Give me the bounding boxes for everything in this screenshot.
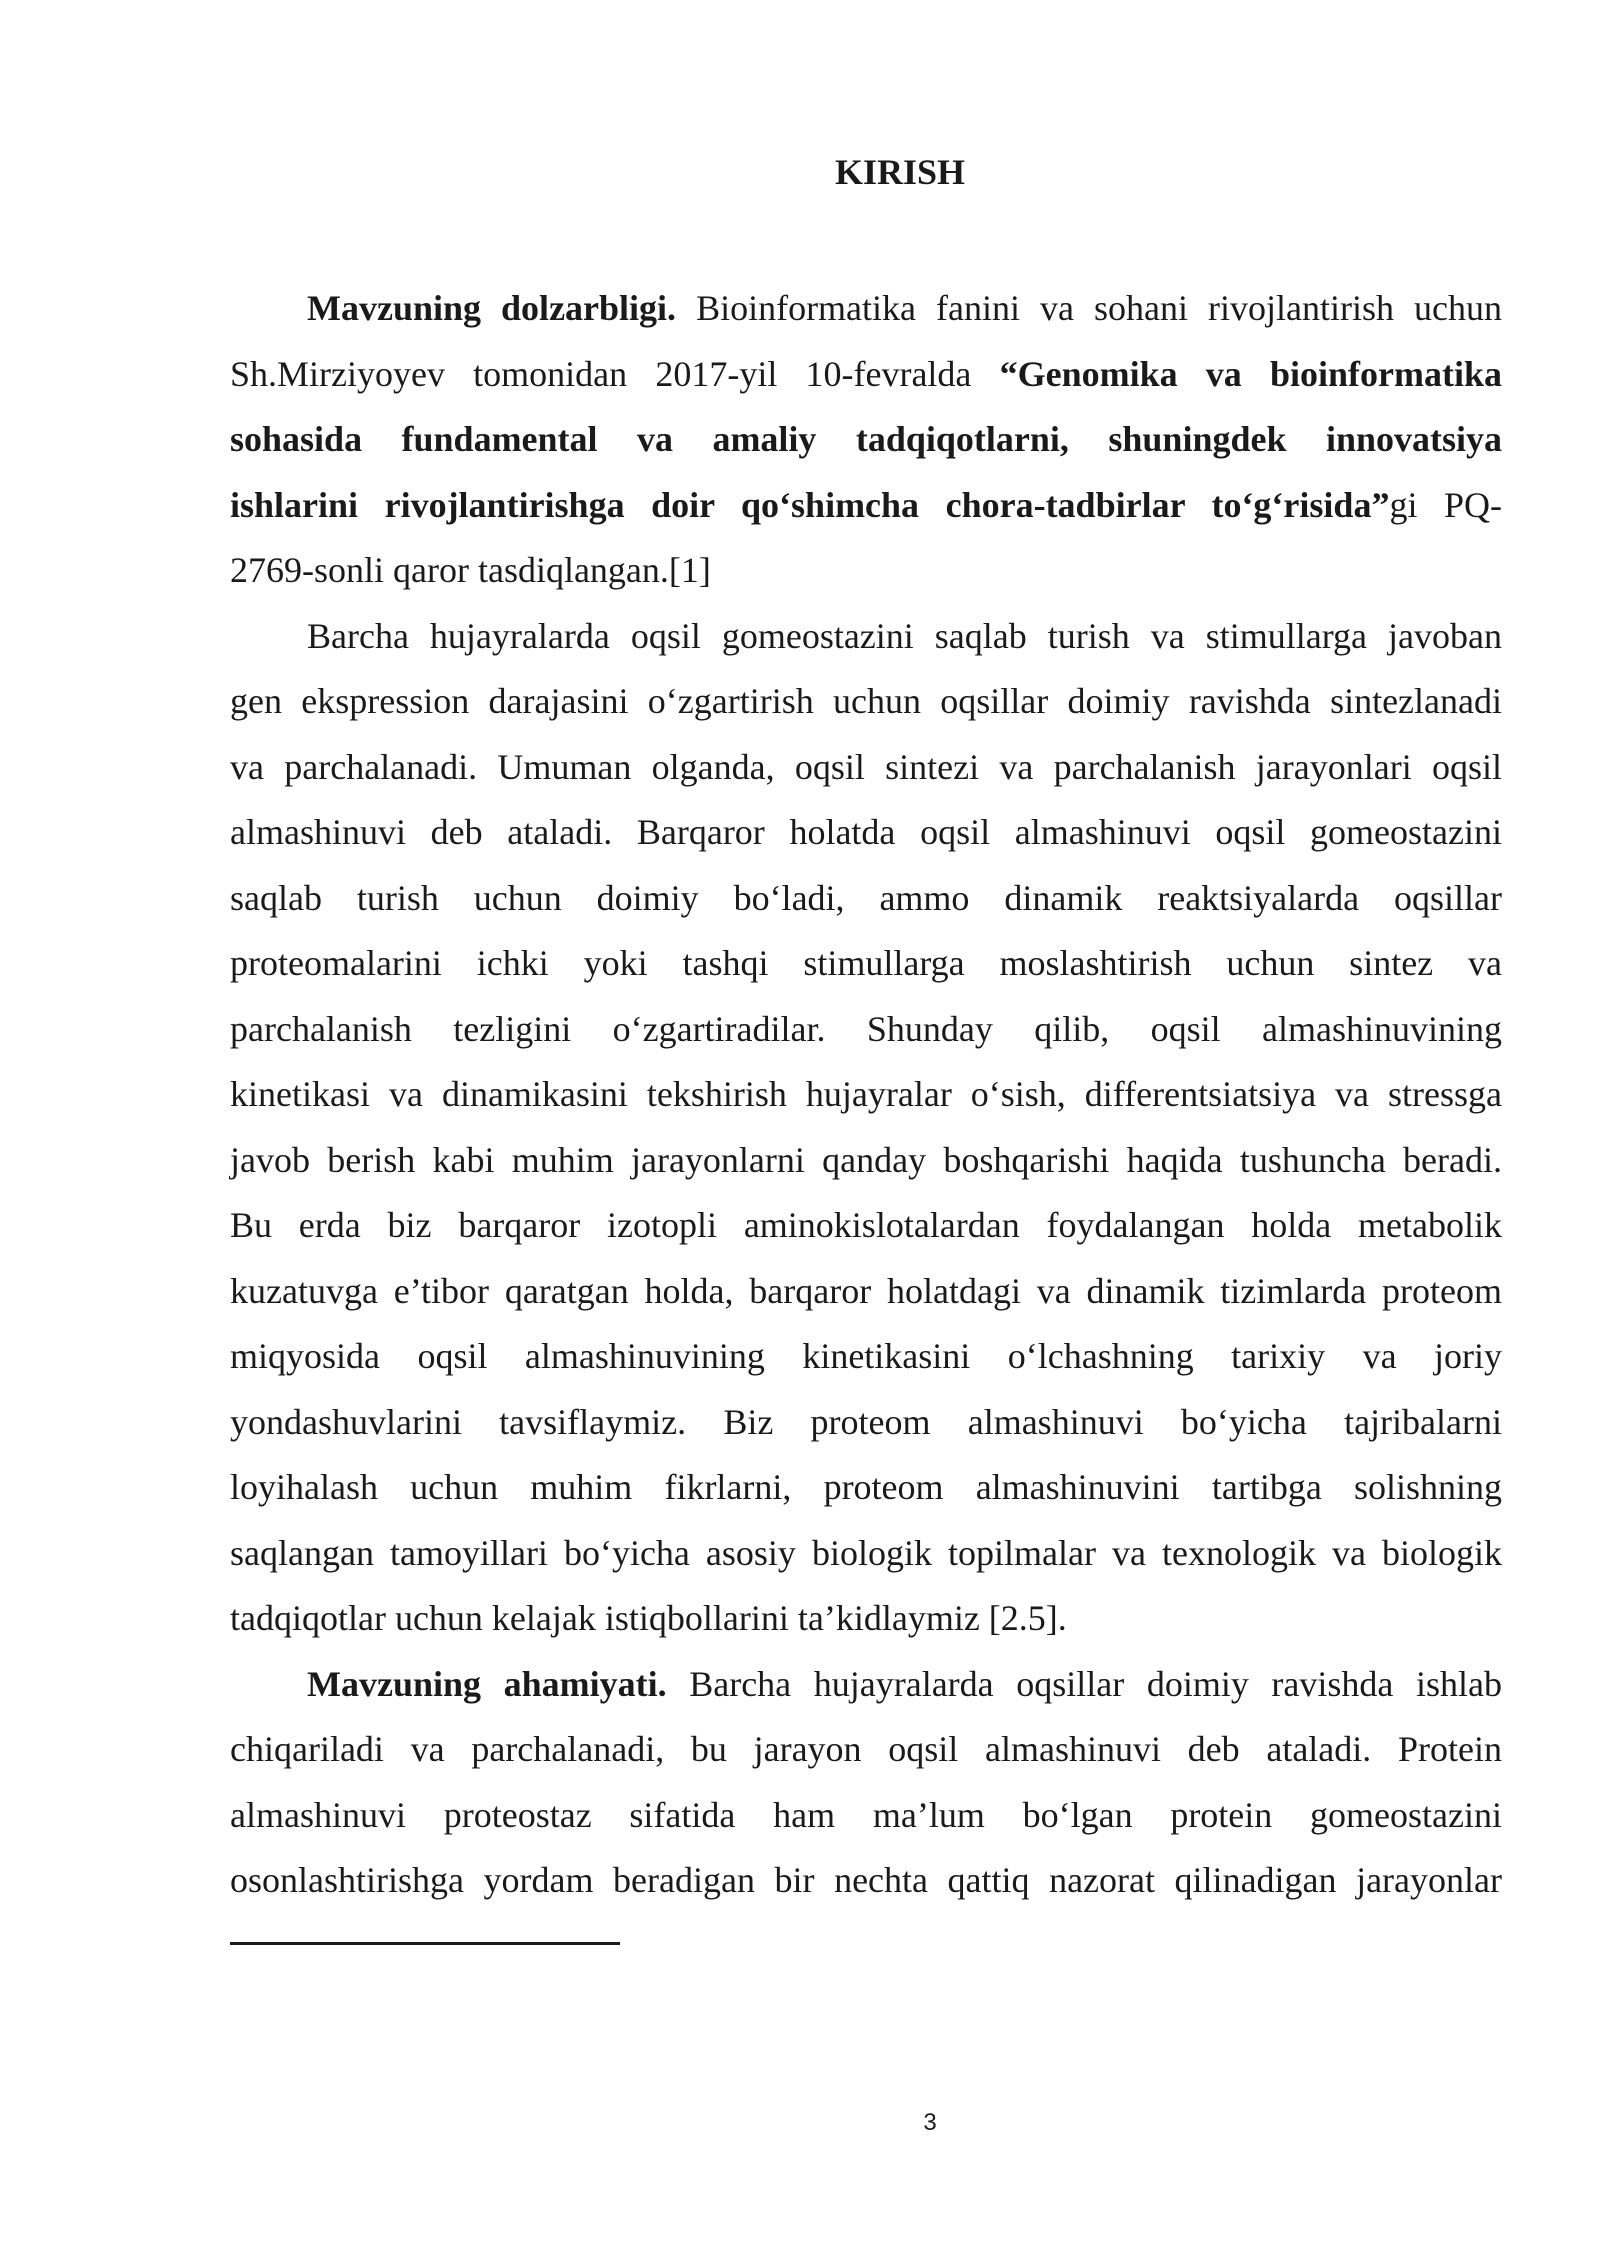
paragraph-relevance [230,276,1502,604]
text-line: gen ekspression darajasini o‘zgartirish uchun oqsillar doimiy ravishda sintezlanadi [230,681,1502,721]
text-line: Mavzuning dolzarbligi. Bioinformatika fanini va sohani rivojlantirish uchun [307,288,1502,328]
text-line: va parchalanadi. Umuman olganda, oqsil sintezi va parchalanish jarayonlari oqsil [230,746,1502,787]
text-line: 2769-sonli qaror tasdiqlangan.[1] [230,550,711,590]
text-line: Mavzuning ahamiyati. Barcha hujayralarda oqsillar doimiy ravishda ishlab [307,1663,1502,1704]
text-line: almashinuvi deb ataladi. Barqaror holatda oqsil almashinuvi oqsil gomeostazini [230,812,1502,852]
body-text [230,276,1502,1914]
text-line: chiqariladi va parchalanadi, bu jarayon oqsil almashinuvi deb ataladi. Protein [230,1729,1502,1769]
text-line: yondashuvlarini tavsiflaymiz. Biz proteom almashinuvi bo‘yicha tajribalarni [230,1401,1502,1442]
text-line: parchalanish tezligini o‘zgartiradilar. Shunday qilib, oqsil almashinuvining [230,1008,1502,1049]
text-line: proteomalarini ichki yoki tashqi stimullarga moslashtirish uchun sintez va [230,943,1502,983]
text-line: miqyosida oqsil almashinuvining kinetikasini o‘lchashning tarixiy va joriy [230,1336,1502,1376]
text-line: saqlab turish uchun doimiy bo‘ladi, ammo dinamik reaktsiyalarda oqsillar [230,877,1502,918]
text-line: javob berish kabi muhim jarayonlarni qanday boshqarishi haqida tushuncha beradi. [230,1139,1502,1180]
paragraph-lead-importance: Mavzuning ahamiyati. [307,1663,667,1704]
text-line: loyihalash uchun muhim fikrlarni, proteom almashinuvini tartibga solishning [230,1467,1502,1507]
footnote-separator [230,1942,620,1945]
paragraph-turnover [230,604,1502,1652]
page-number: 3 [923,2109,937,2136]
text-line: Sh.Mirziyoyev tomonidan 2017-yil 10-fevralda “Genomika va bioinformatika [230,353,1503,394]
text-line: tadqiqotlar uchun kelajak istiqbollarini ta’kidlaymiz [2.5]. [230,1598,1067,1638]
paragraph-importance [230,1652,1502,1914]
text-line: sohasida fundamental va amaliy tadqiqotlarni, shuningdek innovatsiya [230,419,1502,459]
paragraph-lead-relevance: Mavzuning dolzarbligi. [307,288,677,328]
text-line: ishlarini rivojlantirishga doir qo‘shimcha chora-tadbirlar to‘g‘risida”gi PQ- [230,484,1502,525]
text-line: osonlashtirishga yordam beradigan bir nechta qattiq nazorat qilinadigan jarayonlar [230,1860,1502,1900]
text-line: kuzatuvga e’tibor qaratgan holda, barqaror holatdagi va dinamik tizimlarda proteom [230,1270,1502,1311]
text-line: kinetikasi va dinamikasini tekshirish hujayralar o‘sish, differentsiatsiya va stressga [230,1074,1502,1114]
text-line: almashinuvi proteostaz sifatida ham ma’lum bo‘lgan protein gomeostazini [230,1794,1502,1835]
text-line: Barcha hujayralarda oqsil gomeostazini saqlab turish va stimullarga javoban [307,615,1502,656]
section-heading: KIRISH [834,152,966,192]
text-line: saqlangan tamoyillari bo‘yicha asosiy biologik topilmalar va texnologik va biologik [230,1532,1502,1573]
text-line: Bu erda biz barqaror izotopli aminokislotalardan foydalangan holda metabolik [230,1205,1502,1245]
